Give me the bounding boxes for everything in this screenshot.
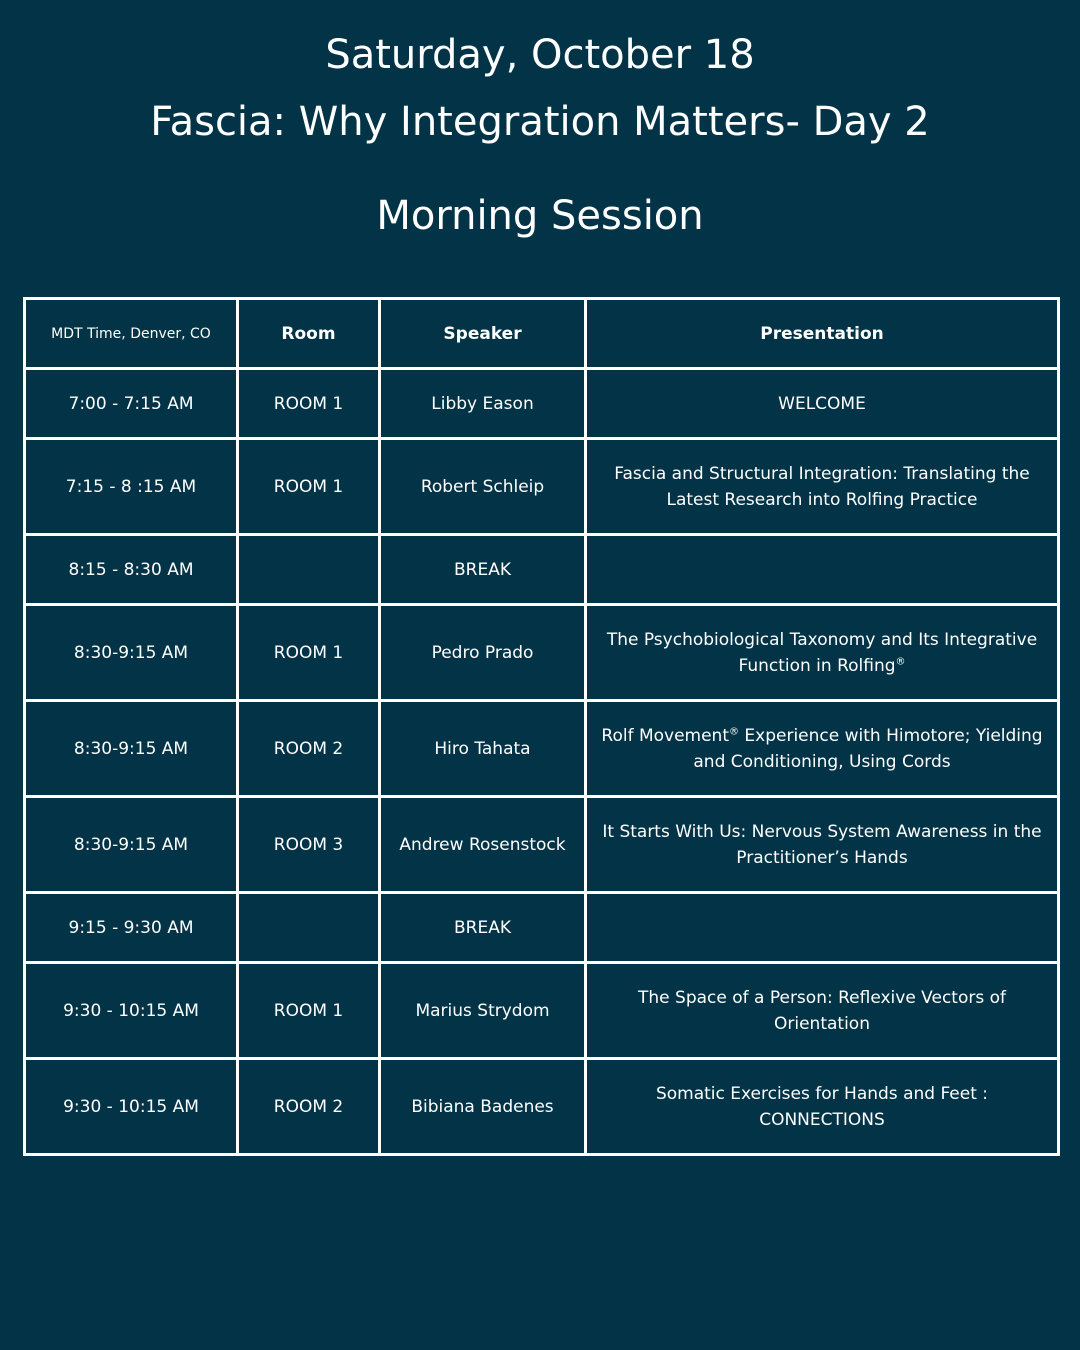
presentation-cell: Rolf Movement® Experience with Himotore; Yielding and Conditioning, Using Cords [586, 701, 1059, 797]
speaker-cell: Pedro Prado [380, 605, 586, 701]
table-row [25, 605, 1059, 701]
room-cell: ROOM 1 [238, 605, 380, 701]
room-cell: ROOM 1 [238, 369, 380, 439]
table-row [25, 701, 1059, 797]
room-cell: ROOM 1 [238, 439, 380, 535]
room-cell [238, 535, 380, 605]
speaker-cell: Marius Strydom [380, 963, 586, 1059]
time-cell: 8:30-9:15 AM [25, 701, 238, 797]
event-title: Fascia: Why Integration Matters- Day 2 [150, 99, 930, 145]
table-row [25, 535, 1059, 605]
session-title: Morning Session [376, 193, 704, 239]
room-cell [238, 893, 380, 963]
table-row [25, 893, 1059, 963]
presentation-cell: The Psychobiological Taxonomy and Its Integrative Function in Rolfing® [586, 605, 1059, 701]
table-row [25, 963, 1059, 1059]
presentation-cell [586, 893, 1059, 963]
column-header-speaker: Speaker [380, 299, 586, 369]
time-cell: 7:15 - 8 :15 AM [25, 439, 238, 535]
table-row [25, 1059, 1059, 1155]
column-header-time: MDT Time, Denver, CO [25, 299, 238, 369]
table-header-row [25, 299, 1059, 369]
room-cell: ROOM 2 [238, 1059, 380, 1155]
time-cell: 9:30 - 10:15 AM [25, 1059, 238, 1155]
table-row [25, 369, 1059, 439]
presentation-cell: The Space of a Person: Reflexive Vectors of Orientation [586, 963, 1059, 1059]
presentation-cell: Somatic Exercises for Hands and Feet : CONNECTIONS [586, 1059, 1059, 1155]
registered-mark: ® [729, 725, 739, 737]
speaker-cell: Andrew Rosenstock [380, 797, 586, 893]
speaker-cell: Bibiana Badenes [380, 1059, 586, 1155]
presentation-cell: Fascia and Structural Integration: Translating the Latest Research into Rolfing Practice [586, 439, 1059, 535]
time-cell: 8:15 - 8:30 AM [25, 535, 238, 605]
presentation-cell: WELCOME [586, 369, 1059, 439]
speaker-cell: Libby Eason [380, 369, 586, 439]
speaker-cell: Hiro Tahata [380, 701, 586, 797]
time-cell: 8:30-9:15 AM [25, 797, 238, 893]
table-row [25, 797, 1059, 893]
registered-mark: ® [895, 655, 906, 667]
presentation-cell: It Starts With Us: Nervous System Awareness in the Practitioner’s Hands [586, 797, 1059, 893]
presentation-cell [586, 535, 1059, 605]
column-header-presentation: Presentation [586, 299, 1059, 369]
schedule-table [23, 297, 1060, 1156]
room-cell: ROOM 2 [238, 701, 380, 797]
time-cell: 9:30 - 10:15 AM [25, 963, 238, 1059]
time-cell: 7:00 - 7:15 AM [25, 369, 238, 439]
column-header-room: Room [238, 299, 380, 369]
room-cell: ROOM 3 [238, 797, 380, 893]
time-cell: 9:15 - 9:30 AM [25, 893, 238, 963]
speaker-cell: Robert Schleip [380, 439, 586, 535]
table-row [25, 439, 1059, 535]
room-cell: ROOM 1 [238, 963, 380, 1059]
time-cell: 8:30-9:15 AM [25, 605, 238, 701]
speaker-cell: BREAK [380, 893, 586, 963]
speaker-cell: BREAK [380, 535, 586, 605]
page-date-title: Saturday, October 18 [325, 32, 755, 78]
